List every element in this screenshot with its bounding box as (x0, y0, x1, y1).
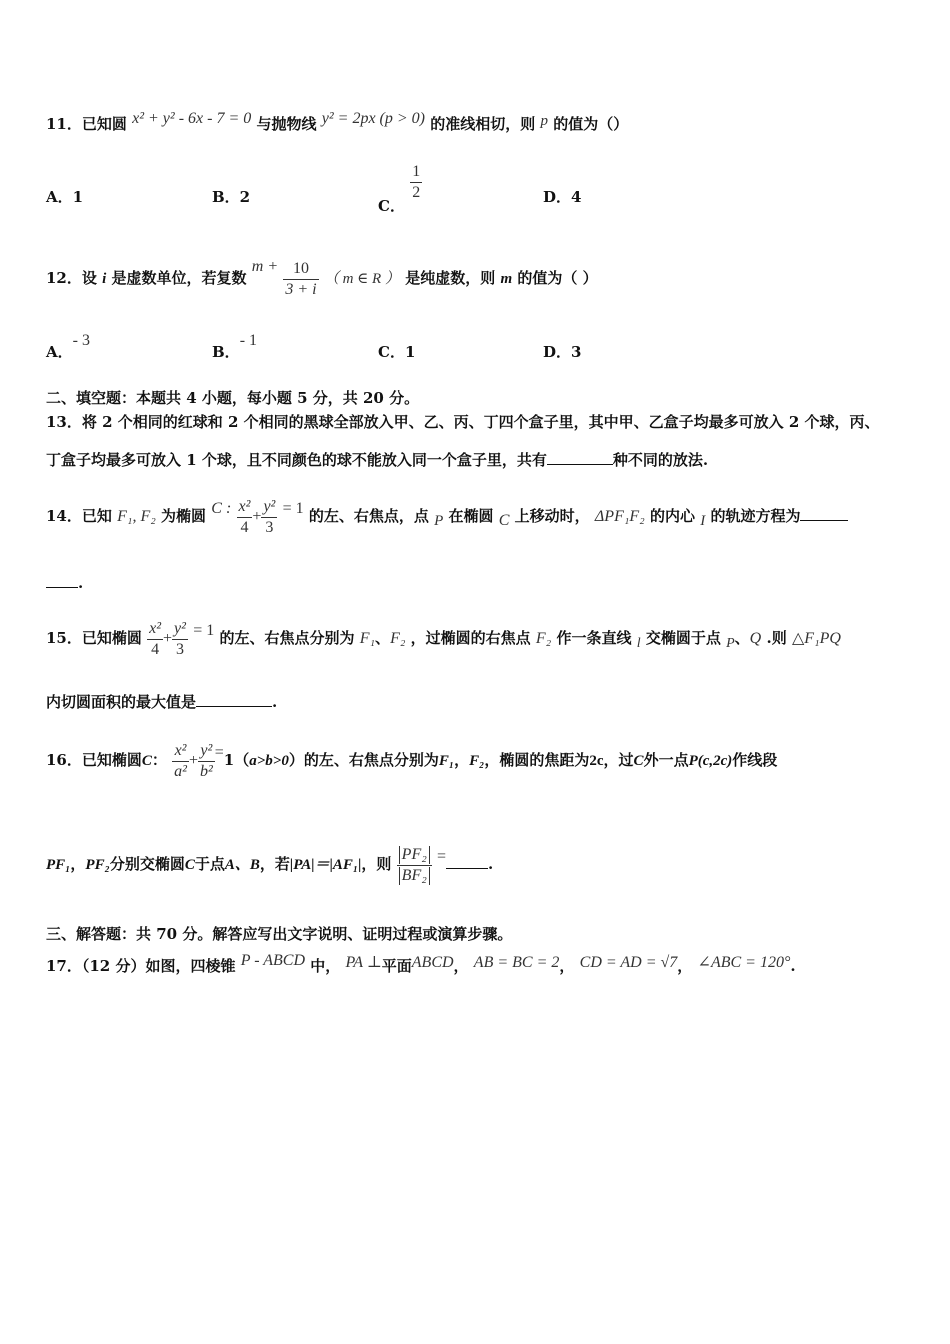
q17-number: 17．（12 分）如图，四棱锥 (46, 957, 236, 975)
q16-colon: ： (151, 751, 167, 769)
q15-f2: F₂ (390, 630, 406, 647)
question-12 (46, 250, 598, 307)
q16-line-2-comma: ， (70, 855, 86, 873)
q12-fraction-denominator: 3 + i (285, 280, 317, 298)
q16-line-2-text-1: 分别交椭圆 (109, 855, 185, 873)
q15-answer-blank (196, 694, 272, 707)
q16-text-6: 作线段 (732, 751, 778, 769)
q11-text-tail2: 的值为（） (553, 115, 629, 133)
q12-fraction-numerator: 10 (292, 259, 309, 277)
q16-equal-condition: |PA|＝|AF₁| (289, 857, 362, 873)
q16-ratio-denominator (397, 865, 432, 886)
q13-line-2 (46, 450, 708, 470)
q16-point-p: P(c,2c) (688, 753, 733, 769)
q16-ratio-equals: = (437, 848, 447, 865)
q15-point-p: P (726, 636, 735, 651)
q11-option-c-fraction (410, 162, 422, 203)
q12-option-a-label: A． (46, 343, 73, 361)
q17-comma-3: ， (677, 957, 693, 975)
q16-fraction-y (198, 741, 215, 782)
q12-option-c: C．1 (378, 343, 416, 361)
q12-option-b (212, 332, 258, 362)
q16-ratio-denominator-abs: BF₂ (399, 867, 430, 885)
q17-text-1: 中， (310, 957, 341, 975)
q17-abcd: ABCD (411, 954, 454, 971)
q16-text-3: ，椭圆的焦距为 (484, 751, 590, 769)
q16-x-squared: x² (174, 741, 187, 759)
q11-text-mid: 与抛物线 (256, 115, 317, 133)
q14-y-squared: y² (263, 497, 276, 515)
q15-equals-one: = 1 (193, 622, 215, 639)
q16-c: C (141, 753, 152, 769)
q11-number: 11．已知圆 (46, 115, 127, 133)
q12-number: 12．设 (46, 269, 97, 287)
q15-fraction-y (172, 619, 188, 660)
question-14: 14．已知 F₁, F₂ 为椭圆 C : $\frac{\text{x²}}{4}$ + $\frac{\text{y²}}{3}$ = 1 的左、右焦点，点 P 在椭圆 C 上移动时， ΔPF₁F₂ 的内心 I 的轨迹方程为 (46, 488, 848, 545)
q17-comma-2: ， (559, 957, 575, 975)
q15-x-squared: x² (149, 619, 162, 637)
q15-text-2: ，过椭圆的右焦点 (410, 629, 531, 647)
q15-f1: F₁ (359, 630, 376, 647)
q11-option-d: D．4 (543, 188, 582, 206)
q16-a-squared: a² (174, 762, 187, 780)
q14-fraction-y (261, 497, 277, 538)
q14-triangle: ΔPF₁F₂ (594, 508, 645, 525)
q11-option-c-numerator: 1 (412, 163, 421, 180)
q11-option-b: B．2 (212, 188, 251, 206)
q16-comma: ， (454, 751, 470, 769)
q17-comma-1: ， (453, 957, 469, 975)
q16-line-2-c: C (184, 857, 195, 873)
q12-option-a (46, 332, 90, 362)
q14-ellipse-c2: C (498, 512, 510, 529)
q16-text-1: 1（ (223, 751, 250, 769)
q12-option-b-value: - 1 (239, 332, 258, 349)
q16-answer-blank (446, 856, 488, 869)
q15-line-l: l (636, 636, 641, 651)
q12-text-2: 是纯虚数，则 (405, 269, 496, 287)
q16-points-ab: A、B (224, 857, 260, 873)
q12-option-a-value: - 3 (72, 332, 90, 349)
q15-separator-2: 、 (734, 629, 750, 647)
q15-separator: 、 (375, 629, 391, 647)
q17-text-plane: 平面 (381, 957, 412, 975)
q16-equals: = (214, 744, 224, 761)
q15-line-2 (46, 692, 277, 712)
q16-f2: F₂ (469, 753, 485, 769)
q11-option-c (378, 162, 422, 215)
q17-pa-perp: PA ⊥ (345, 954, 382, 971)
q16-pf1: PF₁ (46, 857, 71, 873)
q14-three: 3 (261, 517, 277, 538)
q14-number: 14．已知 (46, 507, 112, 525)
q15-text-1: 的左、右焦点分别为 (219, 629, 355, 647)
q16-y-squared: y² (200, 741, 213, 759)
q15-triangle: △F₁PQ (791, 630, 841, 647)
section-solutions-heading: 三、解答题：共 70 分。解答应写出文字说明、证明过程或演算步骤。 (46, 925, 513, 943)
q16-line-2-text-4: ，则 (361, 855, 392, 873)
q17-ab-bc: AB = BC = 2 (473, 954, 560, 971)
q12-fraction (283, 259, 318, 300)
q12-option-d: D．3 (543, 343, 582, 361)
q11-circle-equation: x² + y² - 6x - 7 = 0 (132, 110, 252, 127)
q16-c2: C (633, 753, 644, 769)
q17-pyramid: P - ABCD (240, 952, 306, 969)
q16-line-2-text-2: 于点 (194, 855, 225, 873)
q14-text-3: 在椭圆 (448, 507, 494, 525)
q13-line-2-text-b: 种不同的放法. (612, 451, 709, 469)
q16-ratio-numerator-abs: PF₂ (399, 846, 430, 864)
q16-line-2 (46, 836, 493, 893)
q17-cd-ad: CD = AD = √7 (579, 954, 678, 971)
q16-line-2-text-3: ，若 (259, 855, 290, 873)
q14-ellipse-c: C : (211, 500, 232, 517)
q12-m-symbol: m (500, 271, 513, 287)
q14-foci: F₁, F₂ (117, 508, 156, 525)
q16-ratio-numerator (397, 845, 432, 865)
q15-three: 3 (172, 639, 188, 660)
q16-pf2: PF₂ (85, 857, 110, 873)
q14-answer-blank-continued (46, 575, 78, 588)
q14-x-squared: x² (238, 497, 251, 515)
question-11 (46, 110, 629, 135)
q14-end: . (78, 574, 84, 592)
q16-text-2: ）的左、右焦点分别为 (288, 751, 439, 769)
q16-condition: a>b>0 (249, 753, 289, 769)
q14-equals-one: = 1 (282, 500, 304, 517)
q16-ratio-fraction (397, 845, 432, 886)
q15-text-5: .则 (766, 629, 787, 647)
q12-text-3: 的值为（ ） (517, 269, 598, 287)
q14-continuation (46, 573, 83, 593)
q14-four: 4 (237, 517, 253, 538)
q13-line-1: 13．将 2 个相同的红球和 2 个相同的黑球全部放入甲、乙、丙、丁四个盒子里，其中甲、乙盒子均最多可放入 2 个球，丙、 (46, 413, 880, 431)
q15-four: 4 (147, 639, 163, 660)
q11-text-tail1: 的准线相切，则 (430, 115, 536, 133)
q16-text-5: 外一点 (643, 751, 689, 769)
q14-text-1: 为椭圆 (161, 507, 207, 525)
q15-fraction-x (147, 619, 163, 660)
q16-b-squared: b² (199, 762, 213, 780)
q17-end: . (790, 957, 796, 975)
q13-line-2-text-a: 丁盒子均最多可放入 1 个球，且不同颜色的球不能放入同一个盒子里，共有 (46, 451, 547, 469)
q16-f1: F₁ (438, 753, 455, 769)
q14-incenter-i: I (700, 513, 706, 529)
q16-number: 16．已知椭圆 (46, 751, 142, 769)
q12-i-symbol: i (102, 271, 107, 287)
q15-text-3: 作一条直线 (556, 629, 632, 647)
q13-answer-blank (547, 452, 613, 465)
q16-end: . (488, 855, 494, 873)
q12-condition: （ m ∈ R ） (323, 271, 400, 287)
question-17 (46, 952, 796, 977)
q16-text-4: ，过 (603, 751, 634, 769)
question-15: 15．已知椭圆 $\frac{\text{x²}}{4}$ + $\frac{\text{y²}}{3}$ = 1 的左、右焦点分别为 F₁、F₂ ，过椭圆的右焦点 F₂ 作一条直线 l 交椭圆于点 P、Q .则 △F₁PQ (46, 619, 841, 658)
q15-text-4: 交椭圆于点 (645, 629, 721, 647)
q17-angle: ∠ABC = 120° (697, 954, 791, 971)
q16-focal-length: 2c (589, 753, 604, 769)
q14-answer-blank (800, 508, 848, 521)
q15-end: . (272, 693, 278, 711)
q14-point-p: P (434, 513, 444, 529)
q11-option-a: A．1 (46, 188, 84, 206)
q14-text-2: 的左、右焦点，点 (308, 507, 429, 525)
q11-p-symbol: p (540, 113, 548, 129)
q15-y-squared: y² (174, 619, 186, 637)
q11-option-c-denominator: 2 (412, 184, 421, 201)
q14-fraction-x (237, 497, 253, 538)
q15-point-q: Q (749, 630, 762, 647)
q16-fraction-x (172, 741, 189, 782)
q12-option-b-label: B． (212, 343, 240, 361)
q11-option-c-label: C． (378, 196, 405, 215)
q15-f2-right: F₂ (535, 630, 552, 647)
question-16: 16．已知椭圆C： $\frac{\text{x²}}{\text{a²}}$ + $\frac{\text{y²}}{\text{b²}}$ =1（a>b>0）的左、右焦点分别为F₁，F₂，椭圆的焦距为2c，过C外一点P(c,2c)作线段 (46, 741, 778, 780)
q15-line-2-text: 内切圆面积的最大值是 (46, 693, 197, 711)
q11-parabola-equation: y² = 2px (p > 0) (321, 110, 425, 127)
q12-m-plus: m + (251, 258, 279, 275)
q12-text-1: 是虚数单位，若复数 (111, 269, 247, 287)
q14-text-5: 的内心 (649, 507, 695, 525)
section-fill-in-heading: 二、填空题：本题共 4 小题，每小题 5 分，共 20 分。 (46, 389, 420, 407)
q15-number: 15．已知椭圆 (46, 629, 142, 647)
q14-text-6: 的轨迹方程为 (710, 507, 801, 525)
q14-text-4: 上移动时， (514, 507, 590, 525)
